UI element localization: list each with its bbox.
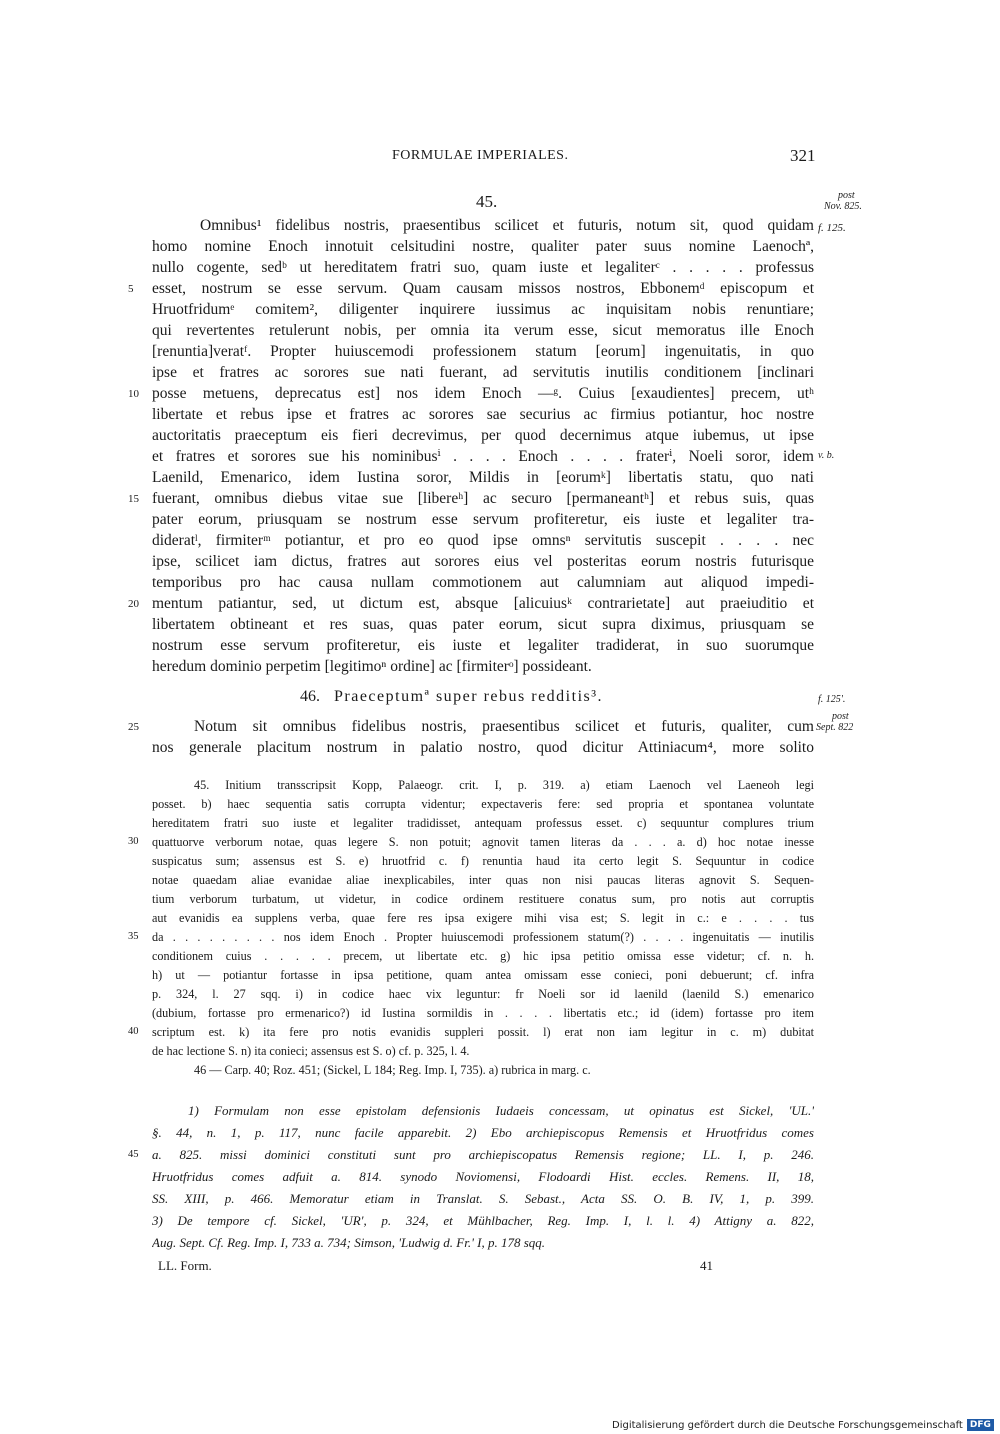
dfg-logo: DFG (967, 1419, 994, 1431)
apparatus-line: scriptum est. k) ita fere pro notis evanidis suppleri possit. l) erat non iam legitur in c. m) dubitat (152, 1025, 814, 1039)
text-line: esset, nostrum se esse servum. Quam causam missos nostros, Ebbonemᵈ episcopum et (152, 280, 814, 297)
text-line: temporibus pro hac causa nullam commotionem aut calumniam aut aliquod impedi- (152, 574, 814, 591)
text-line: libertatem obtineant et res suas, quas pater eorum, sicut supra diximus, priusquam se (152, 616, 814, 633)
apparatus-line: conditionem cuius . . . . . precem, ut libertate etc. g) hic ipsa petitio omissa esse videtur; cf. n. h. (152, 949, 814, 963)
note-line: 1) Formulam non esse epistolam defensionis Iudaeis concessam, ut opinatus est Sickel, 'UL.' (188, 1103, 814, 1118)
dfg-credit-text: Digitalisierung gefördert durch die Deutsche Forschungsgemeinschaft (612, 1419, 963, 1431)
text-line: nostrum esse servum profiteretur, eis iuste et legaliter tradiderat, in suo suorumque (152, 637, 814, 654)
doc46-margin-date: Sept. 822 (816, 722, 854, 733)
line-number: 45 (128, 1149, 139, 1160)
text-line: et fratres et sorores sue his nominibusⁱ . . . . Enoch . . . . fraterⁱ, Noeli soror, idem (152, 448, 814, 465)
apparatus-line: aut evanidis ea supplens verba, quae fere res ipsa exigere mihi visa est; S. legit in c.: e . . . . tus (152, 911, 814, 925)
line-number: 20 (128, 598, 139, 610)
line-number: 25 (128, 721, 139, 733)
doc45-margin-ref: f. 125. (818, 222, 846, 234)
apparatus-line: 45. Initium transscripsit Kopp, Palaeogr. crit. I, p. 319. a) etiam Laenoch vel Laeneoh legi (194, 778, 814, 792)
note-line: §. 44, n. 1, p. 117, nunc facile apparebit. 2) Ebo archiepiscopus Remensis et Hruotfridus comes (152, 1125, 814, 1140)
footer-left: LL. Form. (158, 1258, 212, 1273)
apparatus-line: hereditatem fratri suo iuste et legaliter tradidisset, antequam professus esset. c) sequuntur complures trium (152, 816, 814, 830)
apparatus-line: h) ut — potiantur fortasse in ipsa petitione, quam antea omissam esse conieci, poni debuerunt; cf. infra (152, 968, 814, 982)
text-line: ipse, scilicet iam dictus, fratres aut sorores eius vel posteritas eorum nostris futurisque (152, 553, 814, 570)
apparatus-line: tium verborum turbatum, ut videtur, in codice ordinem restituere conatus sum, pro notis aut corruptis (152, 892, 814, 906)
text-line: qui revertentes retulerunt nobis, per omnia ita verum esse, sicut memoratus ille Enoch (152, 322, 814, 339)
note-line: 3) De tempore cf. Sickel, 'UR', p. 324, et Mühlbacher, Reg. Imp. I, l. l. 4) Attigny a. 822, (152, 1213, 814, 1228)
text-line: Notum sit omnibus fidelibus nostris, praesentibus scilicet et futuris, qualiter, cum (194, 718, 814, 735)
doc45-margin-date-top: post (838, 190, 855, 201)
text-line: libertate et rebus ipse et fratres ac sorores sae securius ac firmius potiantur, hoc nostre (152, 406, 814, 423)
line-number: 10 (128, 388, 139, 400)
line-number: 35 (128, 931, 139, 942)
line-number: 5 (128, 283, 134, 295)
page-number: 321 (790, 146, 816, 165)
running-title: FORMULAE IMPERIALES. (392, 148, 569, 163)
text-line: Hruotfridumᵉ comitem², diligenter inquirere iussimus ac inquisitam nobis renuntiare; (152, 301, 814, 318)
apparatus-line: da . . . . . . . . . nos idem Enoch . Propter huiuscemodi professionem statum(?) . . . . ingenuitatis — inutilis (152, 930, 814, 944)
text-line: fuerant, omnibus diebus vitae sue [libereʰ] ac securo [permaneantʰ] et rebus suis, quas (152, 490, 814, 507)
text-line: dideratˡ, firmiterᵐ potiantur, et pro eo quod ipse omnsⁿ servitutis suscepit . . . . nec (152, 532, 814, 549)
apparatus-line: (dubium, fortasse pro ermenarico?) id Iustina sormildis in . . . . libertatis etc.; id (idem) fortasse pro item (152, 1006, 814, 1020)
doc46-title: Praeceptumª super rebus redditis³. (334, 688, 604, 705)
text-line: posse metuens, deprecatus est] nos idem Enoch —ᵍ. Cuius [exaudientes] precem, utʰ (152, 385, 814, 402)
doc46-number: 46. (300, 688, 320, 705)
text-line: auctoritatis praeceptum eis fieri decrevimus, per quod decernimus atque iubemus, ut ipse (152, 427, 814, 444)
note-line: Aug. Sept. Cf. Reg. Imp. I, 733 a. 734; Simson, 'Ludwig d. Fr.' I, p. 178 sqq. (152, 1235, 546, 1250)
dfg-credit (612, 1418, 994, 1432)
apparatus-line: notae quaedam aliae evanidae aliae inexplicabiles, inter quas non nisi paucas literas agnovit S. Sequen- (152, 873, 814, 887)
note-line: SS. XIII, p. 466. Memoratur etiam in Translat. S. Sebast., Acta SS. O. B. IV, 1, p. 399. (152, 1191, 814, 1206)
text-line: ipse et fratres ac sorores sue nati fuerant, ad servitutis inutilis conditionem [inclinari (152, 364, 814, 381)
apparatus-line: suspicatus sum; assensus est S. e) hruotfrid c. f) renuntia haud ita certo legit S. Sequuntur in codice (152, 854, 814, 868)
text-line: mentum patiantur, sed, ut dictum est, absque [alicuiusᵏ contrarietate] aut praeiuditio et (152, 595, 814, 612)
line-number: 15 (128, 493, 139, 505)
footer-signature: 41 (700, 1258, 713, 1273)
text-line: nullo cogente, sedᵇ ut hereditatem fratri suo, quam iuste et legaliterᶜ . . . . . professus (152, 259, 814, 276)
apparatus-line: posset. b) haec sequentia satis corrupta videntur; expectaveris fere: sed propria et spontanea voluntate (152, 797, 814, 811)
doc46-margin-post: post (832, 711, 849, 722)
doc45-margin-note: v. b. (818, 450, 835, 461)
apparatus-line: p. 324, l. 27 sqq. i) in codice haec vix leguntur: fr Noeli sor id laenild (laenild S.) emenarico (152, 987, 814, 1001)
line-number: 30 (128, 836, 139, 847)
text-line: Omnibus¹ fidelibus nostris, praesentibus scilicet et futuris, notum sit, quod quidam (200, 217, 814, 234)
text-line: nos generale placitum nostrum in palatio nostro, quod dicitur Attiniacum⁴, more solito (152, 739, 814, 756)
doc45-number: 45. (476, 192, 498, 211)
text-line: heredum dominio perpetim [legitimoⁿ ordine] ac [firmiterᵒ] possideant. (152, 658, 592, 675)
note-line: a. 825. missi dominici constituti sunt pro archiepiscopatus Remensis regione; LL. I, p. 246. (152, 1147, 814, 1162)
text-line: [renuntia]veratᶠ. Propter huiuscemodi professionem statum [eorum] ingenuitatis, in quo (152, 343, 814, 360)
apparatus-line-46: 46 — Carp. 40; Roz. 451; (Sickel, L 184; Reg. Imp. I, 735). a) rubrica in marg. c. (194, 1063, 591, 1077)
text-line: homo nomine Enoch innotuit celsitudini nostre, qualiter pater suus nomine Laenochª, (152, 238, 814, 255)
apparatus-line: quattuorve verborum notae, quas legere S. non potuit; agnovit tamen literas da . . . a. d) hoc notae inesse (152, 835, 814, 849)
line-number: 40 (128, 1026, 139, 1037)
doc46-margin-f: f. 125'. (818, 694, 846, 705)
doc45-margin-date-bottom: Nov. 825. (824, 201, 862, 212)
apparatus-line: de hac lectione S. n) ita conieci; assensus est S. o) cf. p. 325, l. 4. (152, 1044, 470, 1058)
note-line: Hruotfridus comes adfuit a. 814. synodo Noviomensi, Flodoardi Hist. eccles. Remens. II, 18, (152, 1169, 814, 1184)
text-line: pater eorum, priusquam se nostrum esse servum profiteretur, eis iuste et legaliter tra- (152, 511, 814, 528)
text-line: Laenild, Emenarico, idem Iustina soror, Mildis in [eorumᵏ] libertatis statu, quo nati (152, 469, 814, 486)
